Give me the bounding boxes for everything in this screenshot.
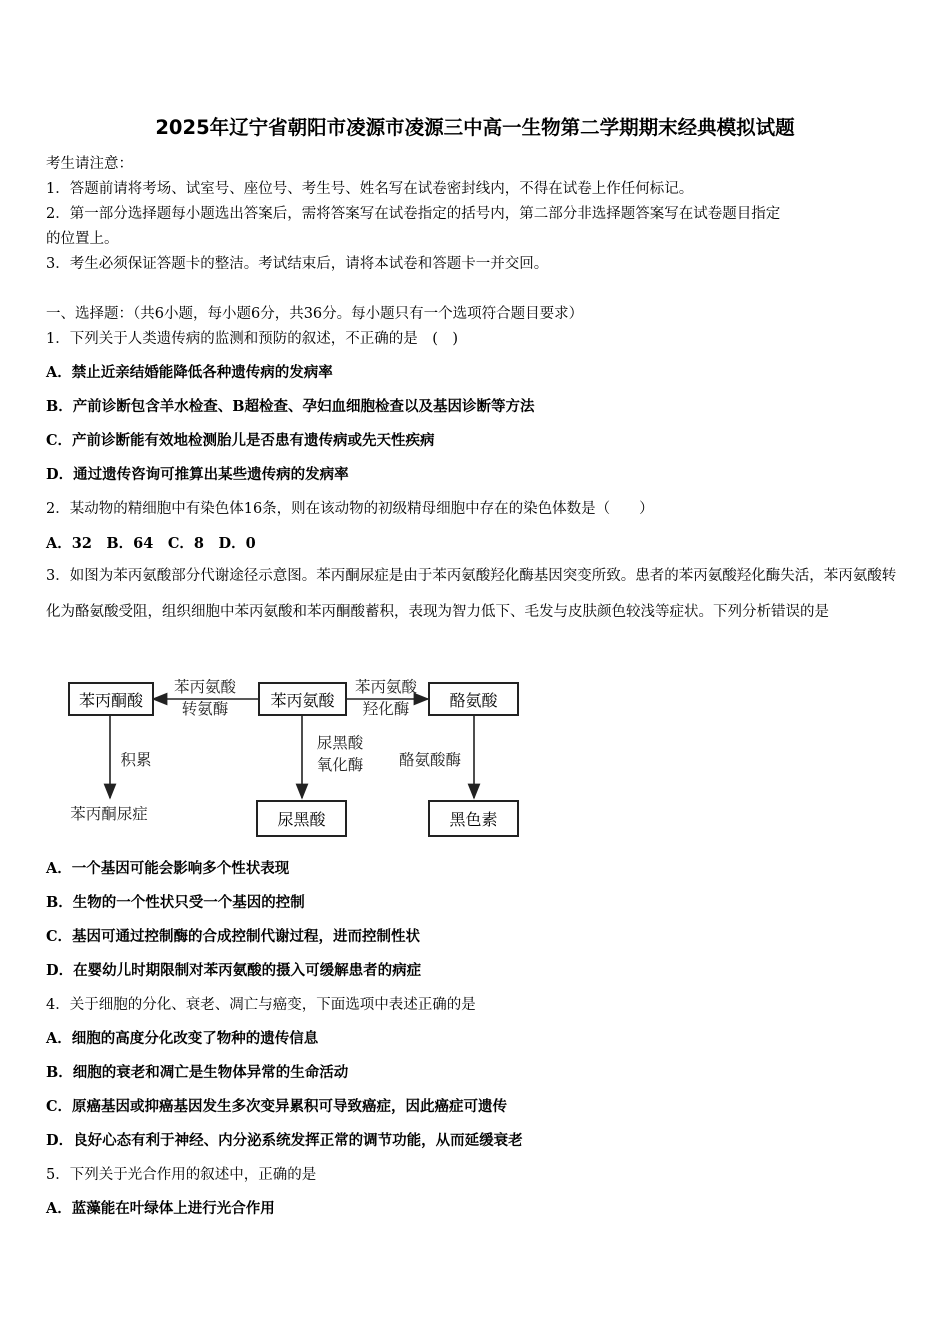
notice-item: 1．答题前请将考场、试室号、座位号、考生号、姓名写在试卷密封线内，不得在试卷上作任何标记。 <box>46 181 694 197</box>
question-2 <box>46 497 654 518</box>
question-number: 1． <box>46 331 70 347</box>
box-melanin: 黑色素 <box>428 800 519 837</box>
question-3 <box>46 558 906 630</box>
notice-item: 3．考生必须保证答题卡的整洁。考试结束后，请将本试卷和答题卡一并交回。 <box>46 256 549 272</box>
question-stem: 某动物的精细胞中有染色体16条，则在该动物的初级精母细胞中存在的染色体数是（ ） <box>69 501 654 517</box>
label-oxidase <box>308 732 372 776</box>
question-4 <box>46 993 476 1014</box>
notice-item: 2．第一部分选择题每小题选出答案后，需将答案写在试卷指定的括号内，第二部分非选择题答案写在试卷题目指定 <box>46 206 781 222</box>
question-stem: 下列关于光合作用的叙述中，正确的是 <box>69 1167 317 1183</box>
option-a: A．蓝藻能在叶绿体上进行光合作用 <box>46 1200 275 1217</box>
metabolism-diagram <box>60 672 530 844</box>
option-d: D．通过遗传咨询可推算出某些遗传病的发病率 <box>46 466 349 483</box>
label-line: 尿黑酸 <box>316 734 364 752</box>
label-line: 羟化酶 <box>362 700 410 718</box>
label-pku: 苯丙酮尿症 <box>70 805 148 823</box>
option-d: D．在婴幼儿时期限制对苯丙氨酸的摄入可缓解患者的病症 <box>46 962 422 979</box>
option-a: A．禁止近亲结婚能降低各种遗传病的发病率 <box>46 364 333 381</box>
question-number: 2． <box>46 501 70 517</box>
options-row: A．32 B．64 C．8 D．0 <box>46 535 256 552</box>
label-line: 转氨酶 <box>181 700 229 718</box>
label-accumulate: 积累 <box>120 751 152 769</box>
option-c: C．基因可通过控制酶的合成控制代谢过程，进而控制性状 <box>46 928 421 945</box>
label-line: 苯丙氨酸 <box>354 678 417 696</box>
question-stem: 如图为苯丙氨酸部分代谢途径示意图。苯丙酮尿症是由于苯丙氨酸羟化酶基因突变所致。患者的苯丙氨酸羟化酶失活，苯丙氨酸转化为酪氨酸受阻，组织细胞中苯丙氨酸和苯丙酮酸蓄积，表现为智力低下、毛发与皮肤颜色较浅等症状。下列分析错误的是 <box>46 568 897 620</box>
label-hydroxylase <box>345 676 427 720</box>
option-a: A．一个基因可能会影响多个性状表现 <box>46 860 290 877</box>
question-stem: 下列关于人类遗传病的监测和预防的叙述，不正确的是 ( ) <box>69 331 459 347</box>
label-line: 苯丙氨酸 <box>173 678 236 696</box>
question-number: 5． <box>46 1167 70 1183</box>
notice-heading: 考生请注意： <box>46 156 133 172</box>
question-stem: 关于细胞的分化、衰老、凋亡与癌变，下面选项中表述正确的是 <box>69 997 476 1013</box>
label-line: 氧化酶 <box>316 756 364 774</box>
option-b: B．细胞的衰老和凋亡是生物体异常的生命活动 <box>46 1064 349 1081</box>
box-homogentisic-acid: 尿黑酸 <box>256 800 347 837</box>
question-number: 4． <box>46 997 70 1013</box>
option-b: B．生物的一个性状只受一个基因的控制 <box>46 894 305 911</box>
option-c: C．原癌基因或抑癌基因发生多次变异累积可导致癌症，因此癌症可遗传 <box>46 1098 508 1115</box>
question-1 <box>46 327 458 348</box>
box-phenylalanine: 苯丙氨酸 <box>258 682 347 716</box>
page-title: 2025年辽宁省朝阳市凌源市凌源三中高一生物第二学期期末经典模拟试题 <box>155 116 795 139</box>
option-d: D．良好心态有利于神经、内分泌系统发挥正常的调节功能，从而延缓衰老 <box>46 1132 523 1149</box>
option-b: B．产前诊断包含羊水检查、B超检查、孕妇血细胞检查以及基因诊断等方法 <box>46 398 535 415</box>
box-phenylpyruvate: 苯丙酮酸 <box>68 682 154 716</box>
question-number: 3． <box>46 568 70 584</box>
option-c: C．产前诊断能有效地检测胎儿是否患有遗传病或先天性疾病 <box>46 432 435 449</box>
notice-item: 的位置上。 <box>46 231 119 247</box>
label-tyrosinase: 酪氨酸酶 <box>398 751 461 769</box>
box-tyrosine: 酪氨酸 <box>428 682 519 716</box>
section-heading: 一、选择题：（共6小题，每小题6分，共36分。每小题只有一个选项符合题目要求） <box>46 306 584 322</box>
option-a: A．细胞的高度分化改变了物种的遗传信息 <box>46 1030 319 1047</box>
question-5 <box>46 1163 316 1184</box>
label-transaminase <box>164 676 246 720</box>
